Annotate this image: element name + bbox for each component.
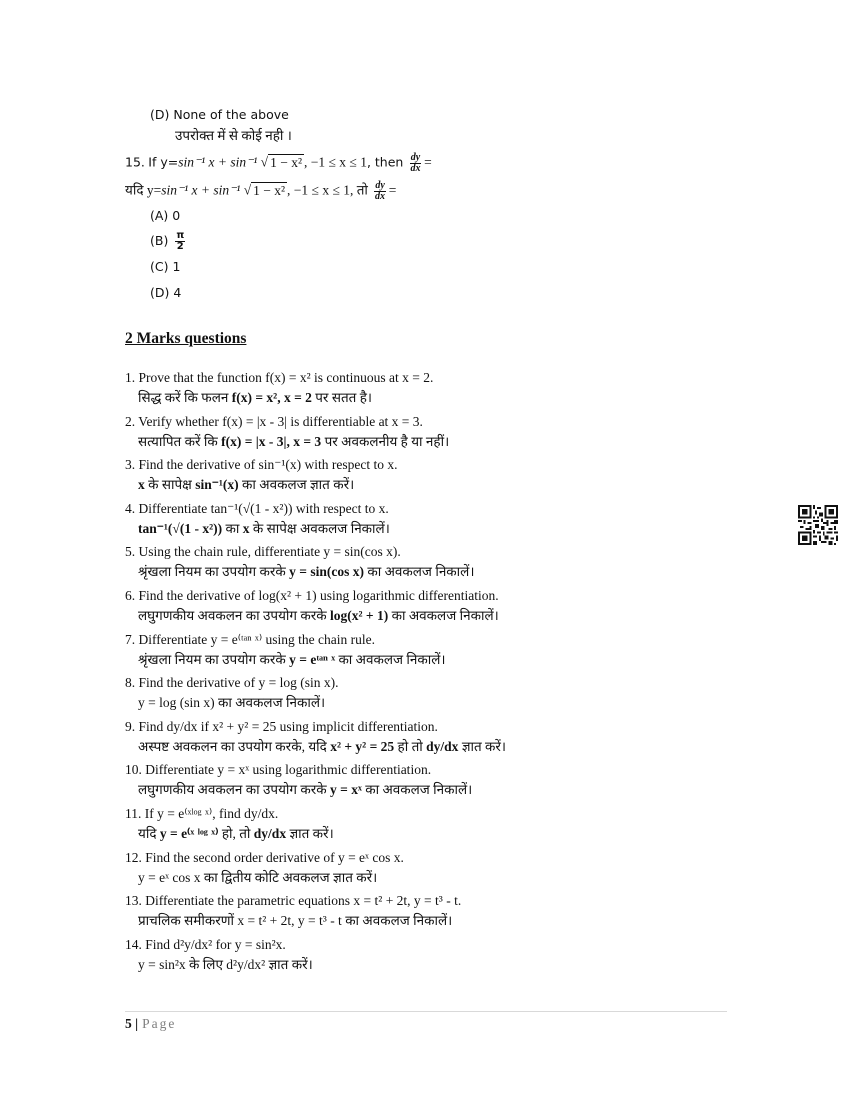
q15-hi-prefix: यदि y= — [125, 182, 162, 198]
q15-english: 15. If y=sin⁻¹ x + sin⁻¹ √ 1 − x² , −1 ≤ x ≤ 1, then $\frac{dy}{dx}$ = — [125, 152, 432, 174]
page-footer — [125, 1016, 176, 1032]
question-1-hindi-part: पर सतत है। — [311, 390, 373, 405]
question-11-hindi-part: हो, तो — [218, 826, 254, 841]
question-11-english: 11. If y = e⁽ˣˡᵒᵍ ˣ⁾, find dy/dx. — [125, 806, 279, 821]
question-11-hindi-part: y = e⁽ˣ ˡᵒᵍ ˣ⁾ — [159, 826, 219, 841]
footer-divider — [125, 1011, 727, 1012]
question-1-hindi-part: सिद्ध करें कि फलन — [138, 390, 232, 405]
question-6-english: 6. Find the derivative of log(x² + 1) using logarithmic differentiation. — [125, 588, 499, 603]
question-1-hindi-part: f(x) = x², x = 2 — [231, 390, 312, 405]
question-11-hindi — [138, 825, 334, 843]
question-3-hindi-part: के सापेक्ष — [144, 477, 196, 493]
question-8-hindi-part: y = log (sin x) — [138, 695, 215, 711]
option-d-text: None of the above — [173, 107, 289, 122]
question-14-hindi — [138, 956, 313, 974]
question-1-english: 1. Prove that the function f(x) = x² is continuous at x = 2. — [125, 370, 434, 385]
question-6-hindi-part: का अवकलज निकालें। — [388, 608, 499, 623]
question-7-english: 7. Differentiate y = e⁽ᵗᵃⁿ ˣ⁾ using the chain rule. — [125, 631, 375, 647]
option-d-value: 4 — [173, 285, 182, 300]
question-5-hindi-part: श्रृंखला नियम का उपयोग करके — [138, 564, 290, 580]
option-b — [150, 231, 188, 252]
question-10-hindi — [138, 781, 472, 799]
question-4-hindi-part: का — [222, 520, 243, 536]
question-3-hindi-part: का अवकलज ज्ञात करें। — [238, 477, 355, 493]
option-b-label: (B) — [150, 233, 169, 248]
q15-hi-derivative: $\frac{dy}{dx}$ — [375, 180, 386, 202]
question-7-hindi-part: y = eᵗᵃⁿ ˣ — [289, 651, 336, 667]
question-4-english: 4. Differentiate tan⁻¹(√(1 - x²)) with respect to x. — [125, 500, 389, 516]
question-7-hindi-part: श्रृंखला नियम का उपयोग करके — [138, 651, 290, 667]
question-5-hindi — [138, 563, 474, 581]
option-d — [150, 284, 181, 302]
question-10-hindi-part: लघुगणकीय अवकलन का उपयोग करके — [138, 782, 331, 798]
q15-hi-root: 1 − x² — [253, 182, 286, 198]
question-4-hindi — [138, 520, 390, 538]
question-2-english: 2. Verify whether f(x) = |x - 3| is differentiable at x = 3. — [125, 413, 423, 429]
question-12-hindi-part: y = eˣ cos x — [138, 869, 201, 885]
option-d-label: (D) — [150, 285, 170, 300]
question-3-english: 3. Find the derivative of sin⁻¹(x) with respect to x. — [125, 457, 398, 473]
question-12-hindi-part: का द्वितीय कोटि अवकलज ज्ञात करें। — [200, 869, 378, 885]
question-5-hindi-part: का अवकलज निकालें। — [363, 564, 475, 580]
question-11-hindi-part: ज्ञात करें। — [286, 826, 334, 841]
option-d-hi: उपरोक्त में से कोई नही । — [175, 128, 292, 143]
question-13-hindi-part: का अवकलज निकालें। — [341, 913, 453, 929]
question-9-hindi-part: हो तो — [394, 738, 427, 754]
qr-code-icon — [798, 505, 838, 545]
q15-hi-condition: , −1 ≤ x ≤ 1 — [287, 182, 350, 198]
question-10-hindi-part: y = xˣ — [330, 782, 362, 798]
question-9-hindi-part: ज्ञात करें। — [458, 738, 507, 754]
page-number: 5 | — [125, 1016, 139, 1031]
option-c — [150, 258, 180, 276]
q15-prefix: If y= — [148, 154, 179, 170]
question-5-hindi-part: y = sin(cos x) — [289, 564, 364, 580]
question-8-hindi-part: का अवकलज निकालें। — [214, 695, 326, 711]
question-2-hindi-part: सत्यापित करें कि — [138, 433, 222, 449]
q15-number: 15. — [125, 154, 145, 170]
q15-root: 1 − x² — [270, 154, 303, 170]
q15-then: , then — [366, 154, 404, 170]
question-2-hindi — [138, 433, 449, 451]
question-8-hindi — [138, 694, 325, 712]
q15-hi-expr: sin⁻¹ x + sin⁻¹ — [161, 182, 244, 198]
question-12-hindi — [138, 869, 377, 887]
q15-hindi: यदि y=sin⁻¹ x + sin⁻¹ √ 1 − x² , −1 ≤ x ≤ 1, तो $\frac{dy}{dx}$ = — [125, 180, 397, 202]
question-3-hindi-part: x — [138, 477, 145, 493]
question-13-hindi — [138, 912, 452, 930]
question-13-hindi-part: x = t² + 2t, y = t³ - t — [237, 913, 342, 929]
option-b-fraction: $\frac{\pi}{2}$ — [176, 230, 185, 252]
q15-equals: = — [424, 154, 432, 170]
q15-condition: , −1 ≤ x ≤ 1 — [304, 154, 367, 170]
question-14-english: 14. Find d²y/dx² for y = sin²x. — [125, 936, 286, 952]
question-7-hindi-part: का अवकलज निकालें। — [335, 651, 446, 667]
question-13-hindi-part: प्राचलिक समीकरणों — [138, 913, 238, 929]
question-5-english: 5. Using the chain rule, differentiate y = sin(cos x). — [125, 544, 401, 560]
question-1-hindi — [138, 389, 372, 407]
question-14-hindi-part: के लिए — [185, 956, 227, 972]
question-6-hindi — [138, 607, 499, 625]
option-d-label: (D) — [150, 107, 170, 122]
question-10-english: 10. Differentiate y = xˣ using logarithmic differentiation. — [125, 762, 432, 778]
question-14-hindi-part: y = sin²x — [138, 956, 186, 972]
question-2-hindi-part: f(x) = |x - 3|, x = 3 — [221, 433, 322, 449]
option-c-value: 1 — [172, 259, 181, 274]
option-a-value: 0 — [172, 208, 181, 223]
question-14-hindi-part: ज्ञात करें। — [265, 956, 313, 972]
q15-hi-equals: = — [388, 182, 397, 198]
q15-hi-then: , तो — [349, 182, 368, 198]
question-3-hindi-part: sin⁻¹(x) — [195, 477, 239, 493]
question-3-hindi — [138, 476, 354, 494]
question-11-hindi-part: यदि — [138, 826, 160, 841]
question-7-hindi — [138, 651, 446, 669]
q15-derivative: $\frac{dy}{dx}$ — [410, 152, 421, 174]
question-6-hindi-part: लघुगणकीय अवकलन का उपयोग करके — [138, 608, 331, 623]
page-word: Page — [142, 1016, 177, 1031]
section-title: 2 Marks questions — [125, 330, 247, 347]
question-4-hindi-part: के सापेक्ष अवकलज निकालें। — [249, 520, 390, 536]
question-8-english: 8. Find the derivative of y = log (sin x). — [125, 675, 339, 691]
q15-expr: sin⁻¹ x + sin⁻¹ — [178, 154, 261, 170]
question-10-hindi-part: का अवकलज निकालें। — [361, 782, 473, 798]
question-6-hindi-part: log(x² + 1) — [330, 608, 389, 623]
question-9-hindi — [138, 738, 506, 756]
option-c-label: (C) — [150, 259, 169, 274]
question-9-hindi-part: dy/dx — [426, 738, 459, 754]
option-a — [150, 207, 180, 225]
question-4-hindi-part: tan⁻¹(√(1 - x²)) — [138, 520, 223, 536]
option-d-en — [150, 106, 289, 124]
question-2-hindi-part: पर अवकलनीय है या नहीं। — [321, 433, 450, 449]
question-4-hindi-part: x — [242, 520, 250, 536]
question-9-english: 9. Find dy/dx if x² + y² = 25 using implicit differentiation. — [125, 718, 438, 734]
option-a-label: (A) — [150, 208, 169, 223]
question-9-hindi-part: x² + y² = 25 — [330, 738, 395, 754]
question-13-english: 13. Differentiate the parametric equations x = t² + 2t, y = t³ - t. — [125, 893, 462, 909]
question-9-hindi-part: अस्पष्ट अवकलन का उपयोग करके, यदि — [138, 738, 331, 754]
question-11-hindi-part: dy/dx — [253, 826, 287, 841]
question-14-hindi-part: d²y/dx² — [226, 956, 266, 972]
question-12-english: 12. Find the second order derivative of y = eˣ cos x. — [125, 849, 404, 865]
